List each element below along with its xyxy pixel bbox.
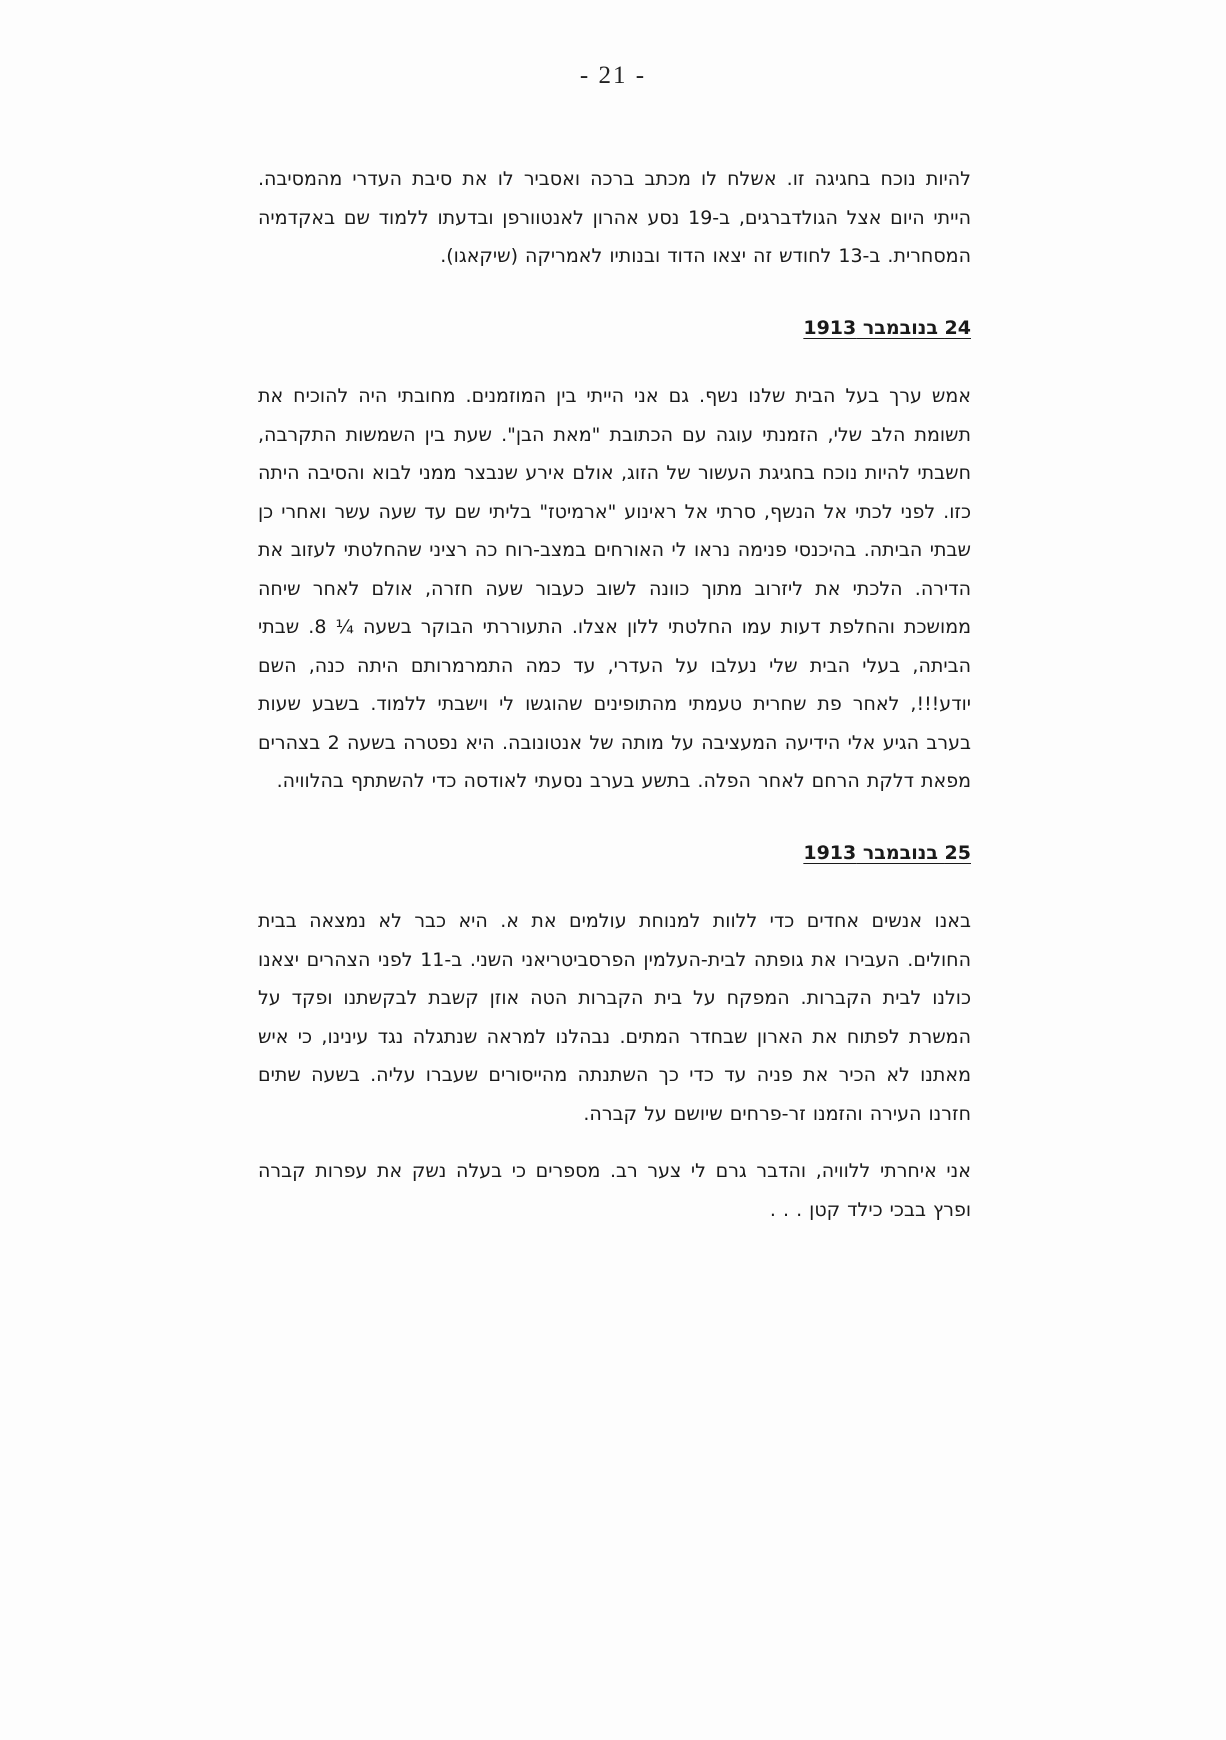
paragraph-4: אני איחרתי ללוויה, והדבר גרם לי צער רב. מספרים כי בעלה נשק את עפרות קברה ופרץ בבכי כילד קטן . . . <box>258 1160 971 1221</box>
page-number: - 21 - <box>579 62 647 89</box>
paragraph-2: אמש ערך בעל הבית שלנו נשף. גם אני הייתי בין המוזמנים. מחובתי היה להוכיח את תשומת הלב שלי, הזמנתי עוגה עם הכתובת "מאת הבן". שעת בין השמשות התקרבה, חשבתי להיות נוכח בחגיגת העשור של הזוג, אולם אירע שנבצר ממני לבוא והסיבה היתה כזו. לפני לכתי אל הנשף, סרתי אל ראינוע "ארמיטז" בליתי שם עד שעה עשר ואחרי כן שבתי הביתה. בהיכנסי פנימה נראו לי האורחים במצב-רוח כה רציני שהחלטתי לעזוב את הדירה. הלכתי את ליזרוב מתוך כוונה לשוב כעבור שעה חזרה, אולם לאחר שיחה ממושכת והחלפת דעות עמו החלטתי ללון אצלו. התעוררתי הבוקר בשעה ¼ 8. שבתי הביתה, בעלי הבית שלי נעלבו על העדרי, עד כמה התמרמרותם היתה כנה, השם יודע!!!, לאחר פת שחרית טעמתי מהתופינים שהוגשו לי וישבתי ללמוד. בשבע שעות בערב הגיע אלי הידיעה המעציבה על מותה של אנטונובה. היא נפטרה בשעה 2 בצהרים מפאת דלקת הרחם לאחר הפלה. בתשע בערב נסעתי לאודסה כדי להשתתף בהלוויה. <box>258 385 972 792</box>
paragraph-1: להיות נוכח בחגיגה זו. אשלח לו מכתב ברכה ואסביר לו את סיבת העדרי מהמסיבה. הייתי היום אצל הגולדברגים, ב-19 נסע אהרון לאנטוורפן ובדעתו ללמוד שם באקדמיה המסחרית. ב-13 לחודש זה יצאו הדוד ובנותיו לאמריקה (שיקאגו). <box>258 168 972 267</box>
date-heading-1: 24 בנובמבר 1913 <box>803 316 971 339</box>
date-heading-2: 25 בנובמבר 1913 <box>803 841 971 864</box>
document-body <box>258 160 971 1229</box>
paragraph-3: באנו אנשים אחדים כדי ללוות למנוחת עולמים את א. היא כבר לא נמצאה בבית החולים. העבירו את גופתה לבית-העלמין הפרסביטריאני השני. ב-11 לפני הצהרים יצאנו כולנו לבית הקברות. המפקח על בית הקברות הטה אוזן קשבת לבקשתנו ופקד על המשרת לפתוח את הארון שבחדר המתים. נבהלנו למראה שנתגלה נגד עינינו, כי איש מאתנו לא הכיר את פניה עד כדי כך השתנתה מהייסורים שעברו עליה. בשעה שתים חזרנו העירה והזמנו זר-פרחים שיושם על קברה. <box>258 910 972 1125</box>
